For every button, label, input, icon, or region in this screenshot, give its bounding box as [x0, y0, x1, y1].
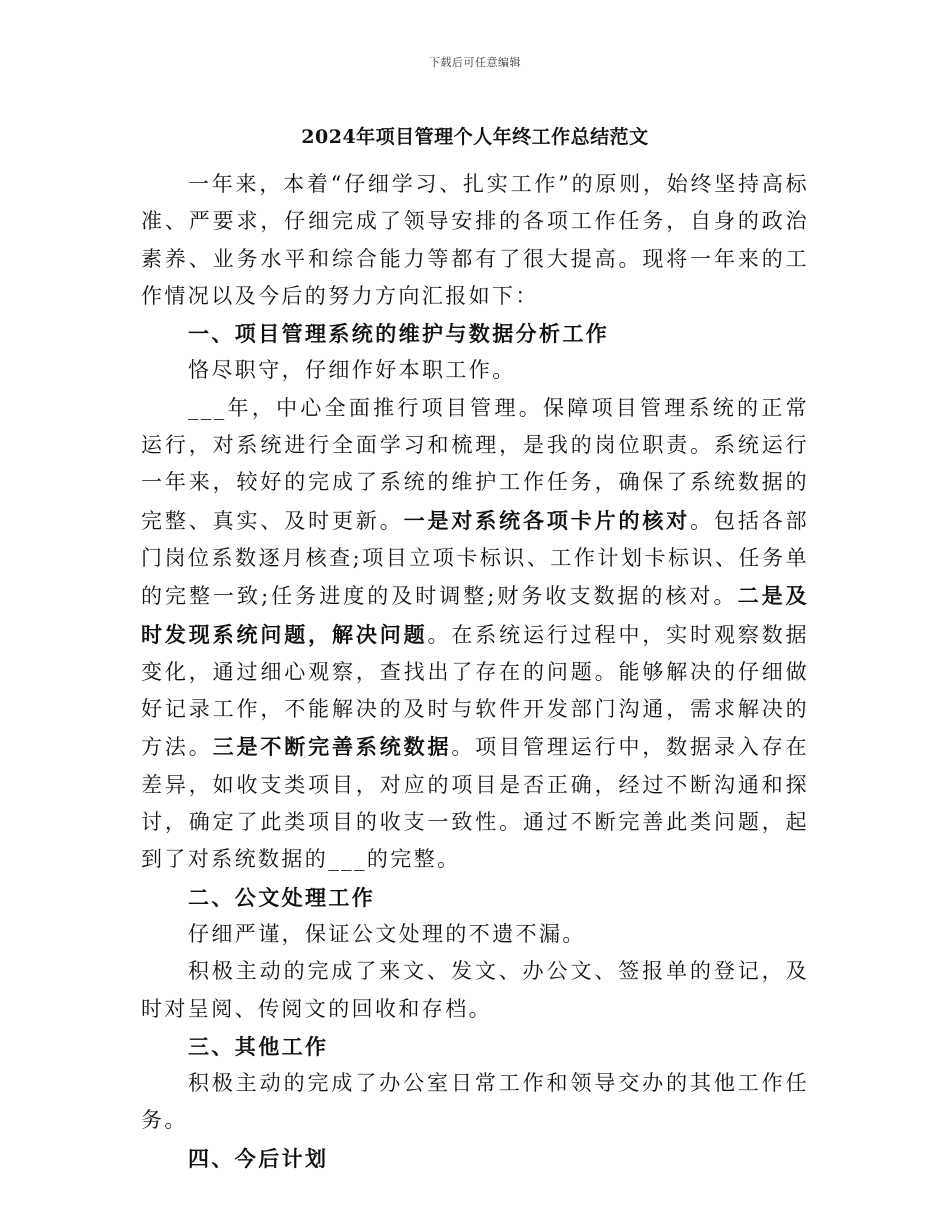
section-1-bold-1: 一是对系统各项卡片的核对	[403, 507, 691, 533]
section-1-paragraph	[141, 390, 809, 879]
page-header: 下载后可任意编辑	[429, 56, 521, 69]
section-1-text-a: ___年，中心全面推行项目管理。保障项目管理系统的正常运行，对系统进行全面学习和梳理，是我的岗位职责。系统运行一年来，较好的完成了系统的维护工作任务，确保了系统数据的完整、真实、及时更新。	[141, 395, 809, 533]
document-title: 2024年项目管理个人年终工作总结范文	[301, 126, 649, 148]
section-3-heading: 三、其他工作	[188, 1033, 329, 1059]
section-4-heading: 四、今后计划	[188, 1145, 329, 1171]
section-1-heading: 一、项目管理系统的维护与数据分析工作	[188, 321, 610, 347]
section-1-lead: 恪尽职守，仔细作好本职工作。	[188, 358, 516, 383]
section-1-bold-2: 二是及时发现系统问题，解决问题	[141, 583, 809, 647]
section-2-paragraph: 积极主动的完成了来文、发文、办公文、签报单的登记，及时对呈阅、传阅文的回收和存档。	[141, 959, 809, 1021]
section-3-paragraph: 积极主动的完成了办公室日常工作和领导交办的其他工作任务。	[141, 1071, 809, 1133]
section-1-text-d: 。项目管理运行中，数据录入存在差异，如收支类项目，对应的项目是否正确，经过不断沟通和探讨，确定了此类项目的收支一致性。通过不断完善此类问题，起到了对系统数据的___的完整。	[141, 735, 810, 872]
document-body	[141, 166, 809, 1177]
section-1-bold-3: 三是不断完善系统数据	[212, 734, 452, 760]
section-2-heading: 二、公文处理工作	[188, 884, 376, 910]
section-1-text-c: 。在系统运行过程中，实时观察数据变化，通过细心观察，查找出了存在的问题。能够解决的仔细做好记录工作，不能解决的及时与软件开发部门沟通，需求解决的方法。	[141, 622, 809, 760]
section-1-text-b: 。包括各部门岗位系数逐月核查;项目立项卡标识、工作计划卡标识、任务单的完整一致;任务进度的及时调整;财务收支数据的核对。	[141, 508, 809, 609]
intro-paragraph: 一年来，本着“仔细学习、扎实工作”的原则，始终坚持高标准、严要求，仔细完成了领导安排的各项工作任务，自身的政治素养、业务水平和综合能力等都有了很大提高。现将一年来的工作情况以及今后的努力方向汇报如下：	[141, 172, 809, 308]
section-2-lead: 仔细严谨，保证公文处理的不遗不漏。	[188, 921, 586, 946]
